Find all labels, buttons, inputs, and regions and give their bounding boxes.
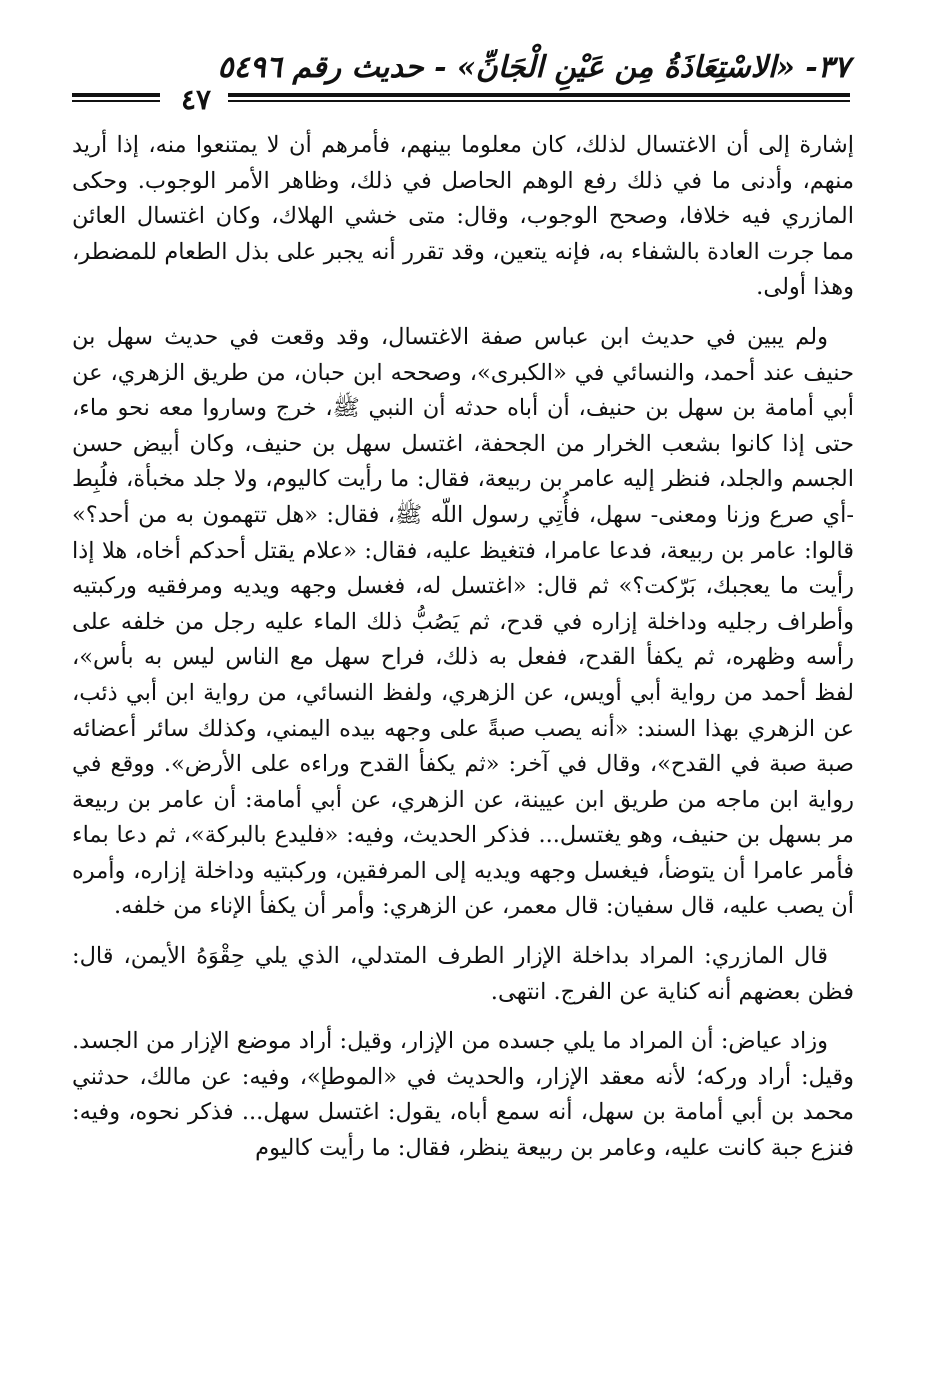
- paragraph-4: وزاد عياض: أن المراد ما يلي جسده من الإزار، وقيل: أراد موضع الإزار من الجسد. وقيل: أراد وركه؛ لأنه معقد الإزار، والحديث في «الموطإ»، وفيه: عن مالك، حدثني محمد بن أبي أمامة بن سهل، أنه سمع أباه، يقول: اغتسل سهل... فذكر نحوه، وفيه: فنزع جبة كانت عليه، وعامر بن ربيعة ينظر، فقال: ما رأيت كاليوم: [72, 1028, 854, 1162]
- running-header-title: ٣٧- «الاسْتِعَاذَةُ مِن عَيْنِ الْجَانِّ» - حديث رقم ٥٤٩٦: [217, 50, 850, 85]
- page-number: ٤٧: [180, 83, 212, 116]
- paragraph-1: إشارة إلى أن الاغتسال لذلك، كان معلوما بينهم، فأمرهم أن لا يمتنعوا منه، إذا أريد منهم، وأدنى ما في ذلك رفع الوهم الحاصل في ذلك، وظاهر الأمر الوجوب. وحكى المازري فيه خلافا، وصحح الوجوب، وقال: متى خشي الهلاك، وكان اغتسال العائن مما جرت العادة بالشفاء به، فإنه يتعين، وقد تقرر أنه يجبر على بذل الطعام للمضطر، وهذا أولى.: [72, 132, 854, 301]
- paragraph-3: قال المازري: المراد بداخلة الإزار الطرف المتدلي، الذي يلي حِقْوَهُ الأيمن، قال: فظن بعضهم أنه كناية عن الفرج. انتهى.: [72, 943, 854, 1005]
- header-rule-right: [228, 93, 850, 105]
- body-text: [72, 128, 854, 1167]
- header-rule-left: [72, 93, 160, 105]
- paragraph-2: ولم يبين في حديث ابن عباس صفة الاغتسال، وقد وقعت في حديث سهل بن حنيف عند أحمد، والنسائي في «الكبرى»، وصححه ابن حبان، من طريق الزهري، عن أبي أمامة بن سهل بن حنيف، أن أباه حدثه أن النبي ﷺ، خرج وساروا معه نحو ماء، حتى إذا كانوا بشعب الخرار من الجحفة، اغتسل سهل بن حنيف، وكان أبيض حسن الجسم والجلد، فنظر إليه عامر بن ربيعة، فقال: ما رأيت كاليوم، ولا جلد مخبأة، فلُبِط -أي صرع وزنا ومعنى- سهل، فأُتِي رسول اللّه ﷺ، فقال: «هل تتهمون به من أحد؟» قالوا: عامر بن ربيعة، فدعا عامرا، فتغيظ عليه، فقال: «علام يقتل أحدكم أخاه، هلا إذا رأيت ما يعجبك، بَرّكت؟» ثم قال: «اغتسل له، فغسل وجهه ويديه ومرفقيه وركبتيه وأطراف رجليه وداخلة إزاره في قدح، ثم يَصُبُّ ذلك الماء عليه رجل من خلفه على رأسه وظهره، ثم يكفأ القدح، ففعل به ذلك، فراح سهل مع الناس ليس به بأس»، لفظ أحمد من رواية أبي أويس، عن الزهري، ولفظ النسائي، من رواية ابن أبي ذئب، عن الزهري بهذا السند: «أنه يصب صبةً على وجهه بيده اليمني، وكذلك سائر أعضائه صبة صبة في القدح»، وقال في آخر: «ثم يكفأ القدح وراءه على الأرض». ووقع في رواية ابن ماجه من طريق ابن عيينة، عن الزهري، عن أبي أمامة: أن عامر بن ربيعة مر بسهل بن حنيف، وهو يغتسل... فذكر الحديث، وفيه: «فليدع بالبركة»، ثم دعا بماء فأمر عامرا أن يتوضأ، فيغسل وجهه ويديه إلى المرفقين، وركبتيه وداخلة إزاره، وأمره أن يصب عليه، قال سفيان: قال معمر، عن الزهري: وأمر أن يكفأ الإناء من خلفه.: [72, 323, 854, 920]
